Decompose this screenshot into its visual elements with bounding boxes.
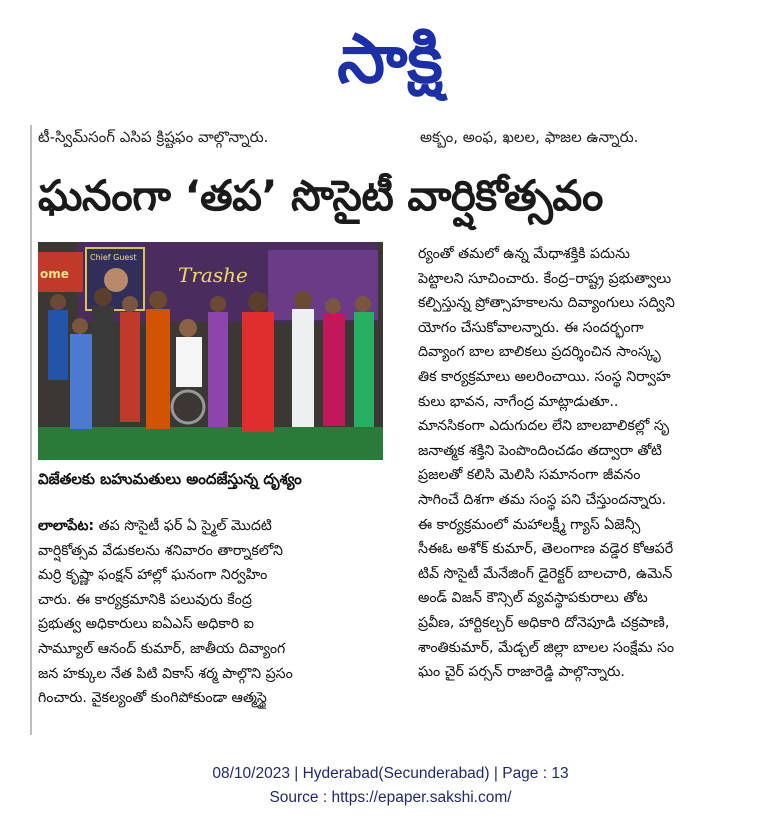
footer xyxy=(0,762,781,810)
event-photo xyxy=(38,242,383,460)
article-line: మానసికంగా ఎదుగుదల లేని బాలబాలికల్లో సృ xyxy=(418,418,669,435)
dateline: లాలాపేట: xyxy=(38,518,95,534)
article-line: మర్రి కృష్ణా ఫంక్షన్ హాల్లో ఘనంగా నిర్వహిం xyxy=(38,567,268,584)
article-line: యోగం చేసుకోవాలన్నారు. ఈ సందర్భంగా xyxy=(418,319,644,336)
article-line: ర్యంతో తమలో ఉన్న మేధాశక్తికి పదును xyxy=(418,246,630,262)
footer-source: Source : https://epaper.sakshi.com/ xyxy=(269,789,512,806)
article-line: దివ్యాంగ బాల బాలికలు ప్రదర్శించిన సాంస్కృ xyxy=(418,344,661,361)
article-line: ప్రజలతో కలిసి మెలిసి సమానంగా జీవనం xyxy=(418,467,641,484)
photo-banner-text: Chief Guest xyxy=(90,253,137,262)
photo-caption: విజేతలకు బహుమతులు అందజేస్తున్న దృశ్యం xyxy=(38,470,302,488)
article-line: పెట్టాలని సూచించారు. కేంద్ర–రాష్ట్ర ప్రభుత్వాలు xyxy=(418,270,672,287)
article-line: సామ్యూల్ ఆనంద్ కుమార్, జాతీయ దివ్యాంగ xyxy=(38,640,286,657)
logo-text: సాక్షి xyxy=(337,20,443,99)
article-line: సాగించే దిశగా తమ సంస్థ పని చేస్తుందన్నారు. xyxy=(418,491,667,508)
article-line: శాంతికుమార్, మేడ్చల్ జిల్లా బాలల సంక్షేమ సం xyxy=(418,639,675,656)
article-line: వార్షికోత్సవ వేడుకలను శనివారం తార్నాకలోని xyxy=(38,542,283,559)
article-line: అండ్ విజన్ కౌన్సిల్ వ్యవస్థాపకురాలు తోట xyxy=(418,590,648,607)
article-line: కల్పిస్తున్న ప్రోత్సాహకాలను దివ్యాంగులు సద్విని xyxy=(418,295,675,312)
article-line: గించారు. వైకల్యంతో కుంగిపోకుండా ఆత్మస్థై xyxy=(38,690,267,707)
cut-line-left: టీ-స్విమ్‌సంగ్ ఎసిప క్రిష్టఫం వాల్గొన్నారు. xyxy=(38,128,269,146)
article-line: ఘం చైర్ పర్సన్ రాజారెడ్డి పాల్గొన్నారు. xyxy=(418,664,625,681)
column-rule xyxy=(30,125,32,735)
photo-side-text: ome xyxy=(40,267,69,281)
footer-edition-info: 08/10/2023 | Hyderabad(Secunderabad) | Page : 13 xyxy=(212,765,569,782)
article-line: తిక కార్యక్రమాలు అలరించాయి. సంస్థ నిర్వాహ xyxy=(418,368,671,385)
article-line: జనాత్మక శక్తిని పెంపొందించడం తద్వారా తోటి xyxy=(418,442,662,459)
article-line: ప్రవీణ, హార్టికల్చర్ అధికారి దోనెపూడి చక్రపాణి, xyxy=(418,614,670,631)
article-line: జన హక్కుల నేత పిటి వికాస్ శర్మ పాల్గొని ప్రసం xyxy=(38,665,293,682)
article-line: టివ్ సొసైటీ మేనేజింగ్ డైరెక్టర్ బాలచారి, ఉమెన్ xyxy=(418,565,673,582)
article-line: కులు భావన, నాగేంద్ర మాట్లాడుతూ.. xyxy=(418,393,619,410)
article-column-left xyxy=(38,514,383,711)
article-line: ఈ కార్యక్రమంలో మహాలక్ష్మీ గ్యాస్ ఏజెన్సీ xyxy=(418,516,641,533)
article-line: చారు. ఈ కార్యక్రమానికి పలువురు కేంద్ర xyxy=(38,591,252,608)
headline: ఘనంగా ‘తప’ సొసైటీ వార్షికోత్సవం xyxy=(38,171,603,220)
sakshi-logo xyxy=(280,10,500,110)
photo-banner-logo: Trashe xyxy=(178,263,248,287)
article-line: ప్రభుత్వ అధికారులు ఐఏఎస్ అధికారి ఐ xyxy=(38,616,254,633)
cut-line-right: అక్బం, అంఫ, ఖలల, ఫాజల ఉన్నారు. xyxy=(420,128,639,146)
masthead xyxy=(0,0,781,118)
article-column-right xyxy=(418,242,750,685)
article-line: సీఈఓ అశోక్ కుమార్, తెలంగాణ వడ్డెర కోఆపరే xyxy=(418,541,674,558)
article-line: లాలాపేట: తప సొసైటీ ఫర్ ఏ స్మైల్ మొదటి xyxy=(38,518,272,534)
